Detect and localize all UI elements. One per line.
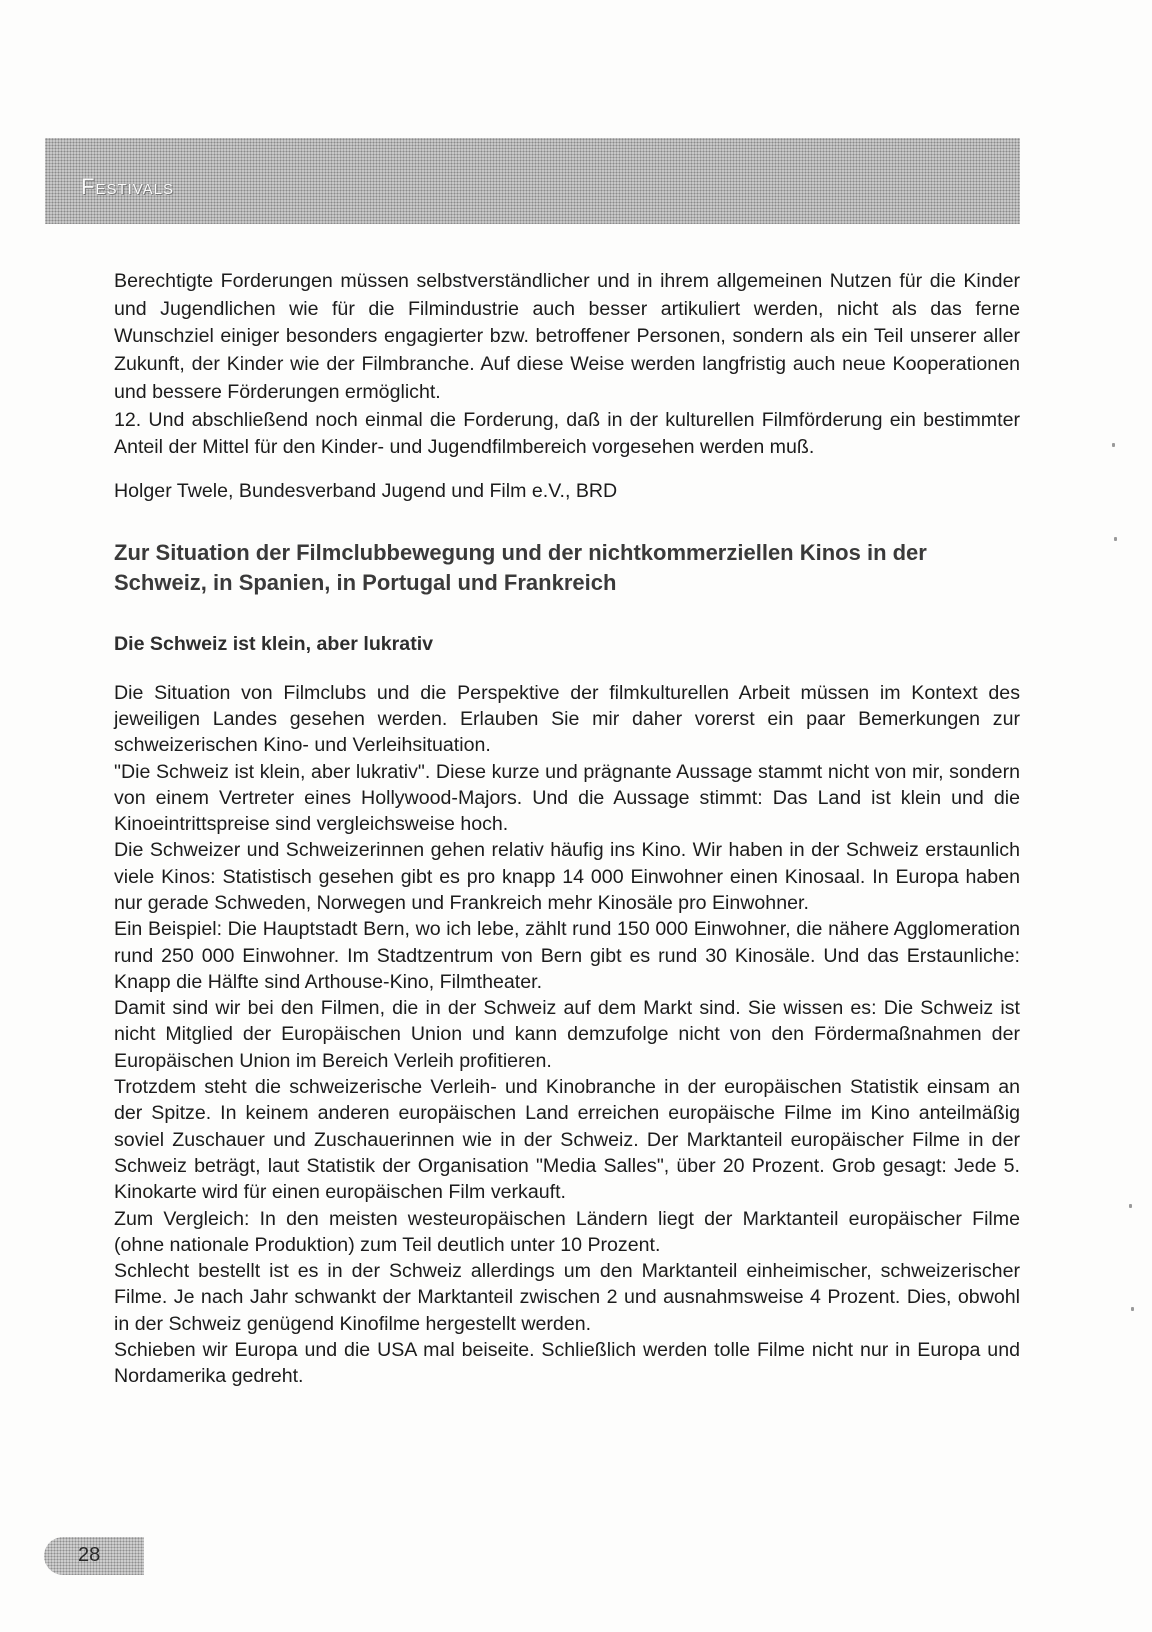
intro-paragraph: Berechtigte Forderungen müssen selbstverständlicher und in ihrem allgemeinen Nutzen für die Kinder und Jugendlichen wie für die Filmindustrie auch besser artikuliert werden, nicht als das ferne Wunschziel einiger besonders engagierter bzw. betroffener Personen, sondern als ein Teil unserer aller Zukunft, der Kinder wie der Filmbranche. Auf diese Weise werden langfristig auch neue Kooperationen und bessere Förderungen ermöglicht. — [114, 270, 1020, 403]
article-subtitle: Die Schweiz ist klein, aber lukrativ — [114, 632, 434, 655]
author-line: Holger Twele, Bundesverband Jugend und Film e.V., BRD — [114, 479, 618, 502]
body-paragraph: Schlecht bestellt ist es in der Schweiz allerdings um den Marktanteil einheimischer, schweizerischer Filme. Je nach Jahr schwankt der Marktanteil zwischen 2 und ausnahmsweise 4 Prozent. Dies, obwohl in der Schweiz genügend Kinofilme hergestellt werden. — [114, 1260, 1020, 1335]
article-body — [114, 680, 1020, 1390]
body-paragraph: Ein Beispiel: Die Hauptstadt Bern, wo ich lebe, zählt rund 150 000 Einwohner, die nähere Agglomeration rund 250 000 Einwohner. Im Stadtzentrum von Bern gibt es rund 30 Kinosäle. Und das Erstaunliche: Knapp die Hälfte sind Arthouse-Kino, Filmtheater. — [114, 918, 1020, 993]
scan-speck — [1112, 443, 1115, 447]
body-paragraph: Damit sind wir bei den Filmen, die in der Schweiz auf dem Markt sind. Sie wissen es: Die Schweiz ist nicht Mitglied der Europäischen Union und kann demzufolge nicht von den Fördermaßnahmen der Europäischen Union im Bereich Verleih profitieren. — [114, 997, 1020, 1072]
page-number: 28 — [78, 1544, 101, 1566]
article-title: Zur Situation der Filmclubbewegung und der nichtkommerziellen Kinos in der Schweiz, in Spanien, in Portugal und Frankreich — [114, 539, 927, 595]
scan-speck — [1114, 537, 1117, 541]
section-header-band — [45, 138, 1020, 224]
page-content — [114, 268, 1020, 1390]
scan-speck — [1129, 1204, 1132, 1208]
page-number-badge — [44, 1537, 144, 1575]
scan-speck — [1131, 1307, 1134, 1311]
body-paragraph: "Die Schweiz ist klein, aber lukrativ". Diese kurze und prägnante Aussage stammt nicht von mir, sondern von einem Vertreter eines Hollywood-Majors. Und die Aussage stimmt: Das Land ist klein und die Kinoeintrittspreise sind vergleichsweise hoch. — [114, 760, 1020, 836]
intro-point-12: 12. Und abschließend noch einmal die Forderung, daß in der kulturellen Filmförderung ein bestimmter Anteil der Mittel für den Kinder- und Jugendfilmbereich vorgesehen werden muß. — [114, 408, 1020, 459]
body-paragraph: Zum Vergleich: In den meisten westeuropäischen Ländern liegt der Marktanteil europäischer Filme (ohne nationale Produktion) zum Teil deutlich unter 10 Prozent. — [114, 1207, 1020, 1256]
body-paragraph: Trotzdem steht die schweizerische Verleih- und Kinobranche in der europäischen Statistik einsam an der Spitze. In keinem anderen europäischen Land erreichen europäische Filme im Kino anteilmäßig soviel Zuschauer und Zuschauerinnen wie in der Schweiz. Der Marktanteil europäischer Filme in der Schweiz beträgt, laut Statistik der Organisation "Media Salles", über 20 Prozent. Grob gesagt: Jede 5. Kinokarte wird für einen europäischen Film verkauft. — [114, 1076, 1020, 1204]
body-paragraph: Die Situation von Filmclubs und die Perspektive der filmkulturellen Arbeit müssen im Kontext des jeweiligen Landes gesehen werden. Erlauben Sie mir daher vorerst ein paar Bemerkungen zur schweizerischen Kino- und Verleihsituation. — [114, 681, 1020, 757]
body-paragraph: Schieben wir Europa und die USA mal beiseite. Schließlich werden tolle Filme nicht nur in Europa und Nordamerika gedreht. — [114, 1339, 1020, 1388]
body-paragraph: Die Schweizer und Schweizerinnen gehen relativ häufig ins Kino. Wir haben in der Schweiz erstaunlich viele Kinos: Statistisch gesehen gibt es pro knapp 14 000 Einwohner einen Kinosaal. In Europa haben nur gerade Schweden, Norwegen und Frankreich mehr Kinosäle pro Einwohner. — [114, 839, 1020, 914]
section-label: Festivals — [81, 174, 175, 199]
